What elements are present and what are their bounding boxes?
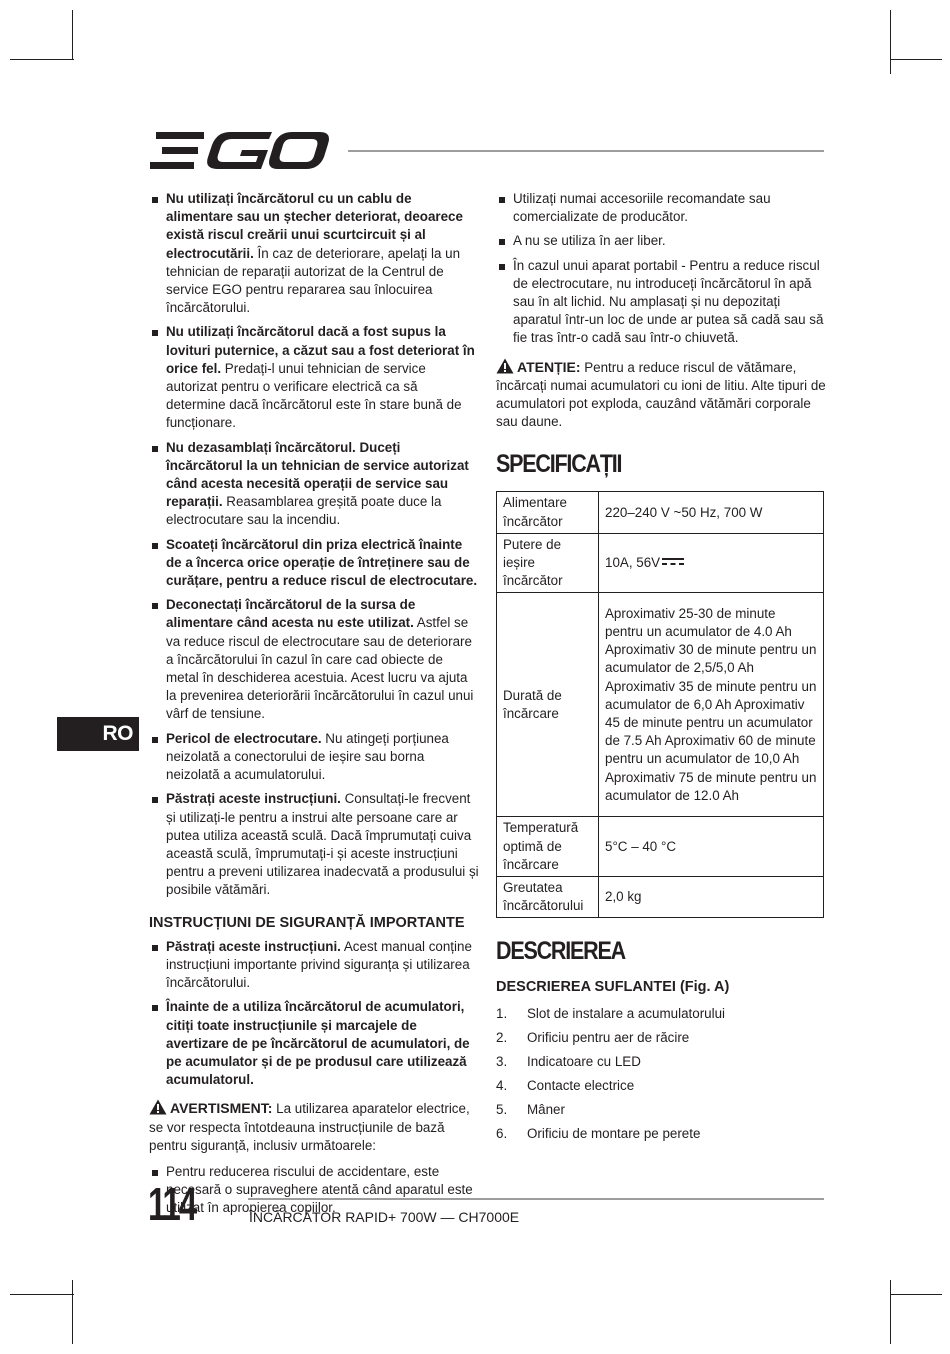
crop-mark <box>890 59 942 60</box>
crop-mark <box>10 59 74 60</box>
list-item: În cazul unui aparat portabil - Pentru a reduce riscul de electrocutare, nu introduceți încărcătorul în apă sau în alt lichid. Nu amplasați și nu depozitați aparatul într-un loc de unde ar putea să cadă sau să fie tras într-o cadă sau într-o chiuvetă. <box>496 257 826 348</box>
spec-value: 2,0 kg <box>599 877 824 918</box>
list-item: 4. Contacte electrice <box>496 1077 635 1093</box>
warning-triangle-icon <box>149 1099 167 1115</box>
list-item: Pericol de electrocutare. Nu atingeți porțiunea neizolată a conectorului de ieșire sau borna neizolată a acumulatorului. <box>149 730 479 785</box>
spec-value: 5°C – 40 °C <box>599 817 824 877</box>
list-item: 5. Mâner <box>496 1101 565 1117</box>
list-item: Utilizați numai accesoriile recomandate sau comercializate de producător. <box>496 190 826 226</box>
safety-heading: INSTRUCȚIUNI DE SIGURANȚĂ IMPORTANTE <box>149 914 465 931</box>
list-item: 6. Orificiu de montare pe perete <box>496 1125 701 1141</box>
spec-key: Temperatură optimă de încărcare <box>497 817 599 877</box>
crop-mark <box>890 1294 942 1295</box>
table-row <box>497 877 824 918</box>
important-safety-list <box>149 938 479 1090</box>
spec-table <box>496 491 824 918</box>
list-item: Înainte de a utiliza încărcătorul de acumulatori, citiți toate instrucțiunile și marcajele de avertizare de pe încărcătorul de acumulatori, de pe acumulator și de pe produsul care utilizează acumulatorul. <box>149 998 479 1089</box>
warning-triangle-icon <box>496 358 514 374</box>
list-item: 2. Orificiu pentru aer de răcire <box>496 1029 690 1045</box>
spec-key: Greutatea încărcătorului <box>497 877 599 918</box>
general-safety-list <box>149 190 479 900</box>
crop-mark <box>10 1294 74 1295</box>
crop-mark <box>890 1280 891 1344</box>
list-item: Nu utilizați încărcătorul cu un cablu de alimentare sau un ștecher deteriorat, deoarece există riscul creării unui scurtcircuit și al electrocutării. În caz de deteriorare, apelați la un tehnician de reparații autorizat de la Centrul de service EGO pentru repararea sau înlocuirea încărcătorului. <box>149 190 479 317</box>
crop-mark <box>72 10 73 60</box>
spec-value: Aproximativ 25-30 de minute pentru un acumulator de 4.0 Ah Aproximativ 30 de minute pentru un acumulator de 2,5/5,0 Ah Aproximativ 35 de minute pentru un acumulator de 6,0 Ah Aproximativ 45 de minute pentru un acumulator de 7.5 Ah Aproximativ 60 de minute pentru un acumulator de 10,0 Ah Aproximativ 75 de minute pentru un acumulator de 12.0 Ah <box>599 593 824 817</box>
dc-current-icon <box>662 558 684 566</box>
description-subtitle: DESCRIEREA SUFLANTEI (Fig. A) <box>496 979 730 996</box>
table-row <box>497 492 824 533</box>
page-number: 114 <box>148 1178 195 1230</box>
list-item: 3. Indicatoare cu LED <box>496 1053 641 1069</box>
list-item: A nu se utiliza în aer liber. <box>496 232 826 250</box>
parts-list <box>496 1005 826 1143</box>
language-tab: RO <box>57 717 139 751</box>
spec-key: Alimentare încărcător <box>497 492 599 533</box>
description-title: DESCRIEREA <box>496 937 625 966</box>
table-row <box>497 533 824 593</box>
list-item: Pentru reducerea riscului de accidentare, este necesară o supraveghere atentă când aparatul este utilizat în apropierea copiilor. <box>149 1163 479 1218</box>
spec-key: Durată de încărcare <box>497 593 599 817</box>
list-item: 1. Slot de instalare a acumulatorului <box>496 1005 725 1021</box>
caution-note: ATENȚIE: Pentru a reduce riscul de vătămare, încărcați numai acumulatori cu ioni de litiu. Alte tipuri de acumulatori pot exploda, cauzând vătămări corporale sau daune. <box>496 358 826 430</box>
list-item: Deconectați încărcătorul de la sursa de alimentare când acesta nu este utilizat. Astfel se va reduce riscul de electrocutare sau de deteriorare a încărcătorului în cazul în care cad obiecte de metal în deschiderea acestuia. Acest lucru va ajuta la prevenirea deteriorării încărcătorului în cazul unui vârf de tensiune. <box>149 596 479 723</box>
spec-title: SPECIFICAȚII <box>496 450 622 479</box>
usage-list <box>496 190 826 348</box>
spec-value: 10A, 56V <box>599 533 824 593</box>
crop-mark <box>72 1280 73 1344</box>
left-column <box>149 190 479 1224</box>
list-item: Păstrați aceste instrucțiuni. Consultați-le frecvent și utilizați-le pentru a instrui alte persoane care ar putea utiliza această sculă. Dacă împrumutați cuiva această sculă, împrumutați-i și aceste instrucțiuni pentru a preveni utilizarea inadecvată a produsului și posibile vătămări. <box>149 790 479 899</box>
list-item: Păstrați aceste instrucțiuni. Acest manual conține instrucțiuni importante privind siguranța și utilizarea încărcătorului. <box>149 938 479 993</box>
spec-key: Putere de ieșire încărcător <box>497 533 599 593</box>
table-row <box>497 817 824 877</box>
list-item: Nu dezasamblați încărcătorul. Duceți încărcătorul la un tehnician de service autorizat când acesta necesită operații de service sau reparații. Reasamblarea greșită poate duce la electrocutare sau la incendiu. <box>149 439 479 530</box>
warning-note: AVERTISMENT: La utilizarea aparatelor electrice, se vor respecta întotdeauna instrucțiunile de bază pentru siguranță, inclusiv următoarele: <box>149 1100 470 1153</box>
crop-mark <box>890 10 891 74</box>
spec-value: 220–240 V ~50 Hz, 700 W <box>599 492 824 533</box>
header-rule <box>348 150 824 152</box>
ego-logo <box>148 130 332 172</box>
table-row <box>497 593 824 817</box>
footer-rule <box>248 1198 824 1200</box>
right-column <box>496 190 826 1149</box>
footer-product: ÎNCĂRCĂTOR RAPID+ 700W — CH7000E <box>249 1209 520 1225</box>
list-item: Nu utilizați încărcătorul dacă a fost supus la lovituri puternice, a căzut sau a fost deteriorat în orice fel. Predați-l unui tehnician de service autorizat pentru o verificare electrică ca să determine dacă încărcătorul este în stare bună de funcționare. <box>149 323 479 432</box>
list-item: Scoateți încărcătorul din priza electrică înainte de a încerca orice operație de întreținere sau de curățare, pentru a reduce riscul de electrocutare. <box>149 536 479 591</box>
